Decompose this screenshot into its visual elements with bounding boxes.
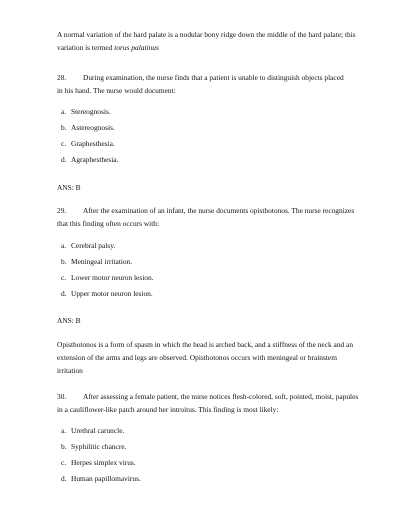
question-30-option-a [61,424,406,437]
option-letter: d. [61,289,67,298]
question-30-option-c [61,456,406,469]
option-letter: b. [61,257,67,266]
option-text: Agraphesthesia. [71,155,119,164]
option-letter: d. [61,155,67,164]
option-text: Stereognosis. [71,107,111,116]
question-29-answer: ANS: B [57,316,81,325]
question-29-rationale-line-2: extension of the arms and legs are observed. Opisthotonos occurs with meningeal or brainstem [57,353,337,362]
intro-line-1: A normal variation of the hard palate is a nodular bony ridge down the middle of the hard palate; this [57,30,356,39]
option-letter: a. [61,241,67,250]
question-30-option-d [61,472,406,485]
question-29-option-a [61,239,406,252]
option-text: Astereognosis. [71,123,115,132]
question-number: 29. [57,206,67,215]
question-text: After assessing a female patient, the nurse notices flesh-colored, soft, pointed, moist, papules [83,392,359,401]
option-letter: c. [61,458,67,467]
option-letter: d. [61,474,67,483]
question-28-answer: ANS: B [57,183,81,192]
question-28-option-b [61,121,406,134]
option-text: Graphesthesia. [71,139,115,148]
question-29-rationale-line-1: Opisthotonos is a form of spasm in which the head is arched back, and a stiffness of the neck and an [57,340,354,349]
option-text: Urethral caruncle. [71,426,125,435]
question-29-rationale-line-3: irritation [57,366,83,375]
option-letter: b. [61,123,67,132]
question-29-stem-line-2: that this finding often occurs with: [57,219,160,228]
question-30-option-b [61,440,406,453]
question-28-option-a [61,105,406,118]
option-text: Meningeal irritation. [71,257,133,266]
question-text: During examination, the nurse finds that a patient is unable to distinguish objects placed [83,73,344,82]
question-28-option-c [61,137,406,150]
option-text: Upper motor neuron lesion. [71,289,153,298]
intro-line-2 [57,41,402,54]
question-29-stem-line-1 [57,204,402,217]
question-30-stem-line-2: in a cauliflower-like patch around her introitus. This finding is most likely: [57,405,279,414]
question-28-stem-line-2: in his hand. The nurse would document: [57,86,176,95]
question-28-option-d [61,153,406,166]
question-number: 28. [57,73,67,82]
question-29-option-b [61,255,406,268]
option-text: Lower motor neuron lesion. [71,273,154,282]
option-letter: c. [61,139,67,148]
intro-line-2-text: variation is termed [57,43,115,52]
option-text: Syphilitic chancre. [71,442,127,451]
option-letter: a. [61,426,67,435]
option-text: Cerebral palsy. [71,241,116,250]
question-30-stem-line-1 [57,390,402,403]
question-28-stem-line-1 [57,71,402,84]
intro-term: torus palatinus [114,43,159,52]
option-text: Herpes simplex virus. [71,458,136,467]
question-number: 30. [57,392,67,401]
option-letter: b. [61,442,67,451]
option-letter: c. [61,273,67,282]
option-text: Human papillomavirus. [71,474,141,483]
question-29-option-c [61,271,406,284]
option-letter: a. [61,107,67,116]
question-29-option-d [61,287,406,300]
question-text: After the examination of an infant, the nurse documents opisthotonos. The nurse recognizes [83,206,355,215]
